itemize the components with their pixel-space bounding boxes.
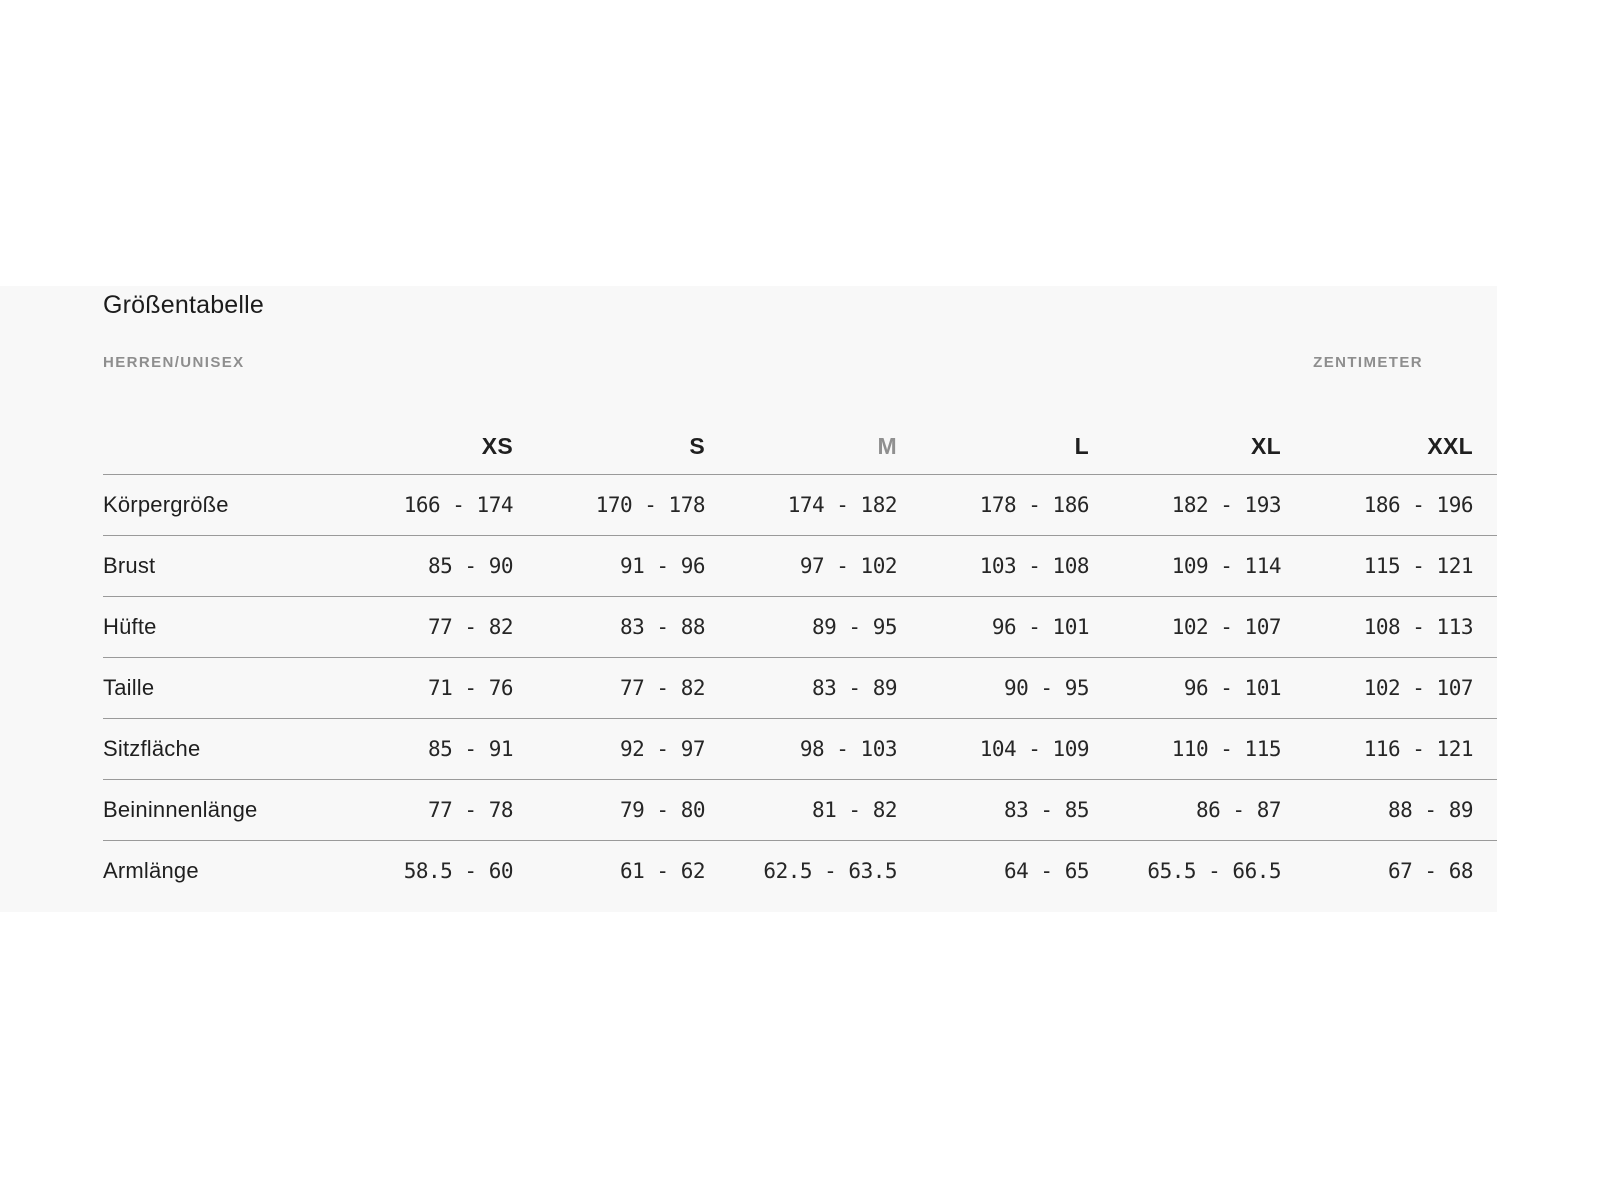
table-row xyxy=(103,718,1497,779)
size-range-cell: 62.5 - 63.5 xyxy=(763,859,897,883)
size-range-cell: 88 - 89 xyxy=(1387,798,1473,822)
size-column-header: XXL xyxy=(1427,433,1473,459)
table-row xyxy=(103,474,1497,535)
row-label: Taille xyxy=(103,675,155,700)
size-column-header: S xyxy=(689,433,705,459)
size-range-cell: 79 - 80 xyxy=(619,798,705,822)
size-range-cell: 115 - 121 xyxy=(1363,554,1473,578)
size-range-cell: 85 - 91 xyxy=(427,737,513,761)
size-range-cell: 108 - 113 xyxy=(1363,615,1473,639)
table-row xyxy=(103,840,1497,901)
size-column-header: L xyxy=(1074,433,1089,459)
size-range-cell: 103 - 108 xyxy=(979,554,1089,578)
size-range-cell: 170 - 178 xyxy=(595,493,705,517)
size-chart-table xyxy=(103,404,1497,901)
size-range-cell: 83 - 88 xyxy=(619,615,705,639)
size-range-cell: 77 - 82 xyxy=(619,676,705,700)
category-label: HERREN/UNISEX xyxy=(103,354,245,371)
size-range-cell: 102 - 107 xyxy=(1363,676,1473,700)
size-range-cell: 186 - 196 xyxy=(1363,493,1473,517)
size-column-header: M xyxy=(877,433,897,459)
unit-label: ZENTIMETER xyxy=(1313,354,1423,371)
size-range-cell: 83 - 89 xyxy=(811,676,897,700)
size-range-cell: 83 - 85 xyxy=(1003,798,1089,822)
size-range-cell: 61 - 62 xyxy=(619,859,705,883)
row-label: Sitzfläche xyxy=(103,736,201,761)
size-range-cell: 116 - 121 xyxy=(1363,737,1473,761)
size-range-cell: 71 - 76 xyxy=(427,676,513,700)
size-range-cell: 96 - 101 xyxy=(1183,676,1281,700)
size-range-cell: 81 - 82 xyxy=(811,798,897,822)
row-label: Körpergröße xyxy=(103,492,229,517)
table-row xyxy=(103,657,1497,718)
page-title: Größentabelle xyxy=(103,291,265,319)
size-range-cell: 67 - 68 xyxy=(1387,859,1473,883)
size-range-cell: 98 - 103 xyxy=(799,737,897,761)
size-range-cell: 77 - 82 xyxy=(427,615,513,639)
size-range-cell: 64 - 65 xyxy=(1003,859,1089,883)
size-range-cell: 178 - 186 xyxy=(979,493,1089,517)
size-range-cell: 91 - 96 xyxy=(619,554,705,578)
row-label: Brust xyxy=(103,553,156,578)
size-range-cell: 166 - 174 xyxy=(403,493,513,517)
size-range-cell: 97 - 102 xyxy=(799,554,897,578)
row-label: Beininnenlänge xyxy=(103,797,258,822)
table-row xyxy=(103,535,1497,596)
size-range-cell: 174 - 182 xyxy=(787,493,897,517)
row-label: Hüfte xyxy=(103,614,157,639)
size-range-cell: 109 - 114 xyxy=(1171,554,1281,578)
size-range-cell: 65.5 - 66.5 xyxy=(1147,859,1281,883)
size-range-cell: 85 - 90 xyxy=(427,554,513,578)
eyebrow-row xyxy=(103,354,1497,372)
size-range-cell: 96 - 101 xyxy=(991,615,1089,639)
header-corner-cell xyxy=(103,404,345,474)
size-range-cell: 104 - 109 xyxy=(979,737,1089,761)
size-range-cell: 58.5 - 60 xyxy=(403,859,513,883)
size-range-cell: 90 - 95 xyxy=(1003,676,1089,700)
size-range-cell: 86 - 87 xyxy=(1195,798,1281,822)
size-range-cell: 77 - 78 xyxy=(427,798,513,822)
size-range-cell: 110 - 115 xyxy=(1171,737,1281,761)
size-column-header: XL xyxy=(1251,433,1281,459)
size-range-cell: 92 - 97 xyxy=(619,737,705,761)
size-range-cell: 89 - 95 xyxy=(811,615,897,639)
size-header-row xyxy=(103,404,1497,474)
table-row xyxy=(103,779,1497,840)
size-range-cell: 182 - 193 xyxy=(1171,493,1281,517)
size-column-header: XS xyxy=(481,433,513,459)
size-range-cell: 102 - 107 xyxy=(1171,615,1281,639)
table-row xyxy=(103,596,1497,657)
row-label: Armlänge xyxy=(103,858,199,883)
